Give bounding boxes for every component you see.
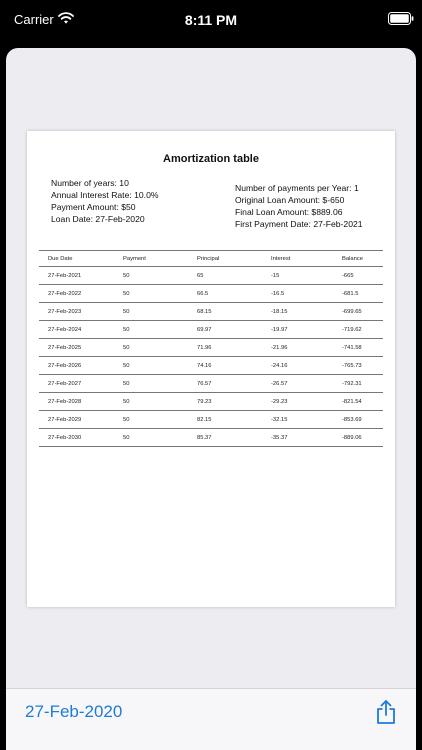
payment-cell: 50 [123, 398, 130, 405]
interest-cell: -29.23 [271, 398, 288, 405]
balance-cell: -889.06 [342, 434, 362, 441]
due-date-cell: 27-Feb-2030 [48, 434, 82, 441]
balance-cell: -792.31 [342, 380, 362, 387]
table-row [39, 429, 383, 447]
balance-cell: -821.54 [342, 398, 362, 405]
due-date-cell: 27-Feb-2021 [48, 272, 82, 279]
due-date-cell: 27-Feb-2028 [48, 398, 82, 405]
amortization-table [39, 250, 383, 447]
loan-date-button[interactable]: 27-Feb-2020 [25, 702, 123, 721]
final-amount-info: Final Loan Amount: $889.06 [235, 207, 343, 217]
interest-cell: -21.96 [271, 344, 288, 351]
principal-cell: 65 [197, 272, 204, 279]
loan-info-right [235, 182, 363, 230]
column-header: Principal [197, 255, 220, 262]
column-header: Balance [342, 255, 363, 262]
interest-rate-info: Annual Interest Rate: 10.0% [51, 190, 159, 200]
interest-cell: -15 [271, 272, 280, 279]
interest-cell: -19.97 [271, 326, 288, 333]
years-info: Number of years: 10 [51, 178, 129, 188]
due-date-cell: 27-Feb-2029 [48, 416, 82, 423]
battery-icon [388, 12, 414, 25]
principal-cell: 79.23 [197, 398, 212, 405]
interest-cell: -24.16 [271, 362, 288, 369]
balance-cell: -681.5 [342, 290, 359, 297]
status-bar [0, 0, 422, 44]
payments-per-year-info: Number of payments per Year: 1 [235, 183, 359, 193]
due-date-cell: 27-Feb-2027 [48, 380, 82, 387]
due-date-cell: 27-Feb-2023 [48, 308, 82, 315]
loan-info-left [51, 177, 159, 225]
due-date-cell: 27-Feb-2022 [48, 290, 82, 297]
interest-cell: -26.57 [271, 380, 288, 387]
due-date-cell: 27-Feb-2025 [48, 344, 82, 351]
payment-cell: 50 [123, 344, 130, 351]
payment-cell: 50 [123, 290, 130, 297]
table-row [39, 267, 383, 285]
payment-cell: 50 [123, 362, 130, 369]
carrier-label: Carrier [14, 12, 54, 27]
interest-cell: -32.15 [271, 416, 288, 423]
table-row [39, 375, 383, 393]
principal-cell: 69.97 [197, 326, 212, 333]
balance-cell: -741.58 [342, 344, 362, 351]
payment-cell: 50 [123, 326, 130, 333]
principal-cell: 71.96 [197, 344, 212, 351]
payment-cell: 50 [123, 416, 130, 423]
payment-cell: 50 [123, 380, 130, 387]
table-row [39, 285, 383, 303]
balance-cell: -765.73 [342, 362, 362, 369]
principal-cell: 74.16 [197, 362, 212, 369]
balance-cell: -665 [342, 272, 354, 279]
interest-cell: -35.37 [271, 434, 288, 441]
clock: 8:11 PM [184, 12, 238, 28]
table-row [39, 393, 383, 411]
table-row [39, 339, 383, 357]
document-title: Amortization table [163, 153, 259, 165]
due-date-cell: 27-Feb-2024 [48, 326, 82, 333]
column-header: Due Date [48, 255, 73, 262]
principal-cell: 76.57 [197, 380, 212, 387]
principal-cell: 68.15 [197, 308, 212, 315]
interest-cell: -16.5 [271, 290, 285, 297]
table-row [39, 303, 383, 321]
due-date-cell: 27-Feb-2026 [48, 362, 82, 369]
interest-cell: -18.15 [271, 308, 288, 315]
payment-cell: 50 [123, 308, 130, 315]
loan-date-info: Loan Date: 27-Feb-2020 [51, 214, 145, 224]
principal-cell: 66.5 [197, 290, 209, 297]
payment-cell: 50 [123, 434, 130, 441]
table-row [39, 411, 383, 429]
amortization-document [27, 131, 395, 607]
principal-cell: 85.37 [197, 434, 212, 441]
bottom-toolbar [6, 688, 416, 750]
payment-amount-info: Payment Amount: $50 [51, 202, 136, 212]
principal-cell: 82.15 [197, 416, 212, 423]
preview-sheet [6, 48, 416, 750]
balance-cell: -719.62 [342, 326, 362, 333]
column-header: Payment [123, 255, 146, 262]
table-header [39, 250, 383, 267]
column-header: Interest [271, 255, 291, 262]
first-payment-date-info: First Payment Date: 27-Feb-2021 [235, 219, 363, 229]
table-row [39, 321, 383, 339]
table-row [39, 357, 383, 375]
balance-cell: -699.65 [342, 308, 362, 315]
payment-cell: 50 [123, 272, 130, 279]
share-icon[interactable] [376, 699, 396, 725]
balance-cell: -853.69 [342, 416, 362, 423]
original-amount-info: Original Loan Amount: $-650 [235, 195, 345, 205]
